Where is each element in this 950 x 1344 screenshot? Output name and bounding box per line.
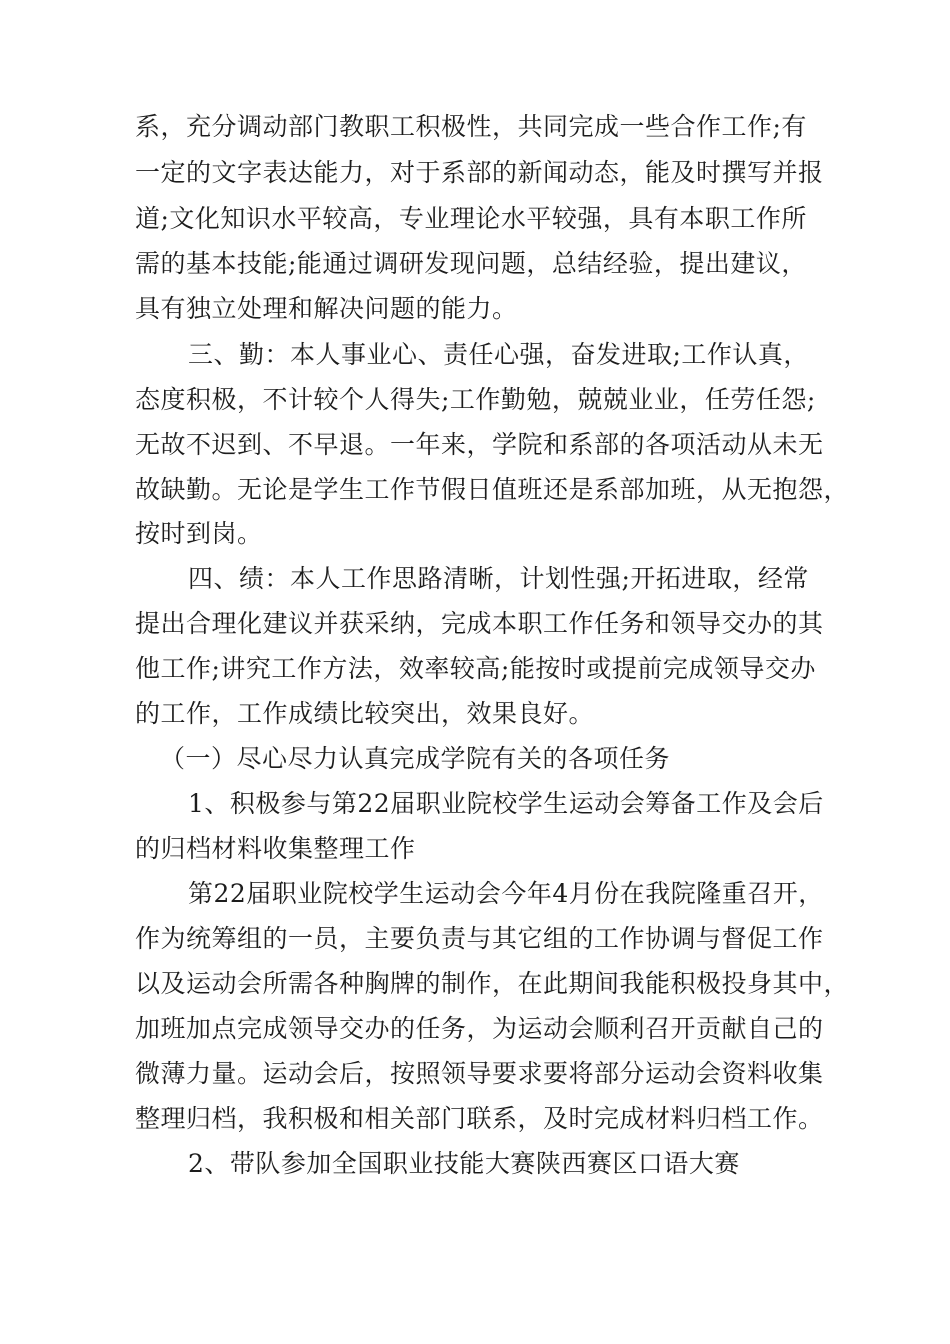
text-line: 作为统筹组的一员，主要负责与其它组的工作协调与督促工作 [135,924,824,953]
text-line: 的工作，工作成绩比较突出，效果良好。 [135,699,595,728]
text-line: 一定的文字表达能力，对于系部的新闻动态，能及时撰写并报 [135,158,824,187]
text-line: 以及运动会所需各种胸牌的制作，在此期间我能积极投身其中， [135,969,850,998]
text-line: 态度积极，不计较个人得失;工作勤勉，兢兢业业，任劳任怨; [135,385,816,414]
item-heading: 1、积极参与第22届职业院校学生运动会筹备工作及会后 [188,789,824,818]
text-line: 的归档材料收集整理工作 [135,834,416,863]
text-line: 需的基本技能;能通过调研发现问题，总结经验，提出建议， [135,249,807,278]
item-heading: 2、带队参加全国职业技能大赛陕西赛区口语大赛 [188,1149,740,1178]
paragraph-heading: 三、勤：本人事业心、责任心强，奋发进取;工作认真， [188,340,809,369]
text-line: 提出合理化建议并获采纳，完成本职工作任务和领导交办的其 [135,609,824,638]
text-line: 按时到岗。 [135,519,263,548]
text-line: 第22届职业院校学生运动会今年4月份在我院隆重召开， [188,879,824,908]
text-line: 道;文化知识水平较高，专业理论水平较强，具有本职工作所 [135,204,807,233]
text-line: 具有独立处理和解决问题的能力。 [135,294,518,323]
text-line: 他工作;讲究工作方法，效率较高;能按时或提前完成领导交办 [135,654,816,683]
text-line: 无故不迟到、不早退。一年来，学院和系部的各项活动从未无 [135,430,824,459]
section-heading: （一）尽心尽力认真完成学院有关的各项任务 [160,744,671,773]
text-line: 整理归档，我积极和相关部门联系，及时完成材料归档工作。 [135,1104,824,1133]
text-line: 故缺勤。无论是学生工作节假日值班还是系部加班，从无抱怨， [135,475,850,504]
paragraph-heading: 四、绩：本人工作思路清晰，计划性强;开拓进取，经常 [188,564,809,593]
text-line: 系，充分调动部门教职工积极性，共同完成一些合作工作;有 [135,112,807,141]
text-line: 微薄力量。运动会后，按照领导要求要将部分运动会资料收集 [135,1059,824,1088]
text-line: 加班加点完成领导交办的任务，为运动会顺利召开贡献自己的 [135,1014,824,1043]
